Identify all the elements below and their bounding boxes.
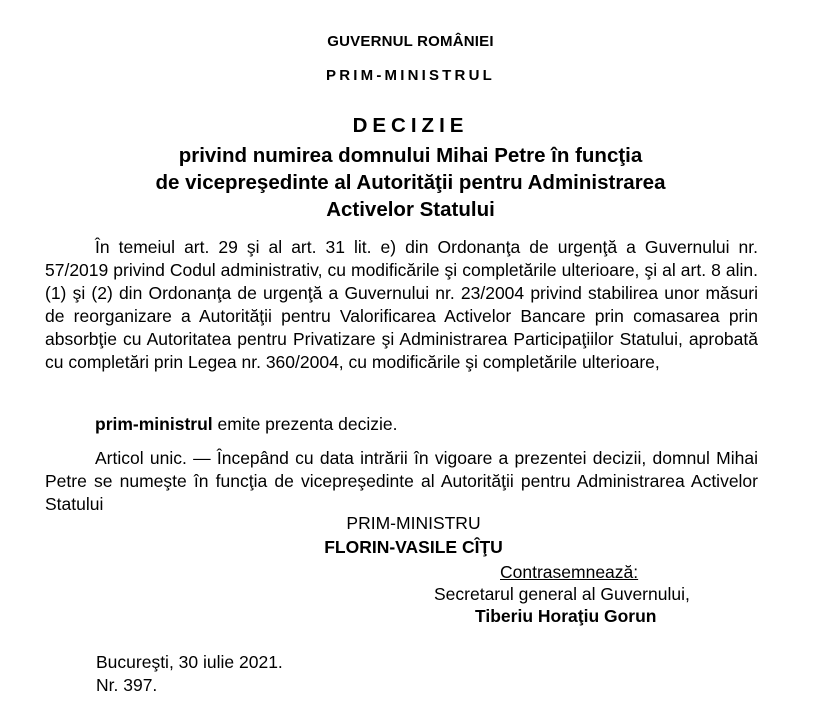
- issuer-bold: prim-ministrul: [95, 414, 213, 434]
- document-number: Nr. 397.: [96, 675, 158, 695]
- subject-line-3: Activelor Statului: [326, 198, 495, 221]
- subject-line-1: privind numirea domnului Mihai Petre în funcţia: [178, 144, 643, 167]
- issuer-paragraph: [45, 413, 758, 436]
- article-paragraph: Articol unic. — Începând cu data intrării în vigoare a prezentei decizii, domnul Mihai Petre se numeşte în funcţia de vicepreşedinte al Autorităţii pentru Administrarea Activelor Statului: [45, 448, 758, 514]
- place-date: Bucureşti, 30 iulie 2021.: [96, 652, 283, 672]
- office-heading: PRIM-MINISTRUL: [326, 67, 495, 84]
- countersign-label: Contrasemnează:: [500, 562, 639, 582]
- countersign-name: Tiberiu Horaţiu Gorun: [475, 606, 657, 626]
- government-heading: GUVERNUL ROMÂNIEI: [327, 33, 494, 50]
- preamble-paragraph: În temeiul art. 29 şi al art. 31 lit. e) din Ordonanţa de urgenţă a Guvernului nr. 57/2019 privind Codul administrativ, cu modificările şi completările ulterioare, şi al art. 8 alin. (1) şi (2) din Ordonanţa de urgenţă a Guvernului nr. 23/2004 privind stabilirea unor măsuri de reorganizare a Autorităţii pentru Valorificarea Activelor Bancare prin comasarea prin absorbţie cu Autoritatea pentru Privatizare şi Administrarea Participaţiilor Statului, aprobată cu completări prin Legea nr. 360/2004, cu modificările şi completările ulterioare,: [45, 237, 758, 372]
- countersign-role: Secretarul general al Guvernului,: [434, 584, 690, 604]
- document-subject: [0, 142, 821, 223]
- signatory-title: PRIM-MINISTRU: [346, 513, 481, 533]
- signatory-name: FLORIN-VASILE CÎŢU: [324, 537, 503, 557]
- subject-line-2: de vicepreşedinte al Autorităţii pentru Administrarea: [155, 171, 666, 194]
- document-type: DECIZIE: [352, 114, 469, 137]
- issuer-rest: emite prezenta decizie.: [212, 414, 398, 434]
